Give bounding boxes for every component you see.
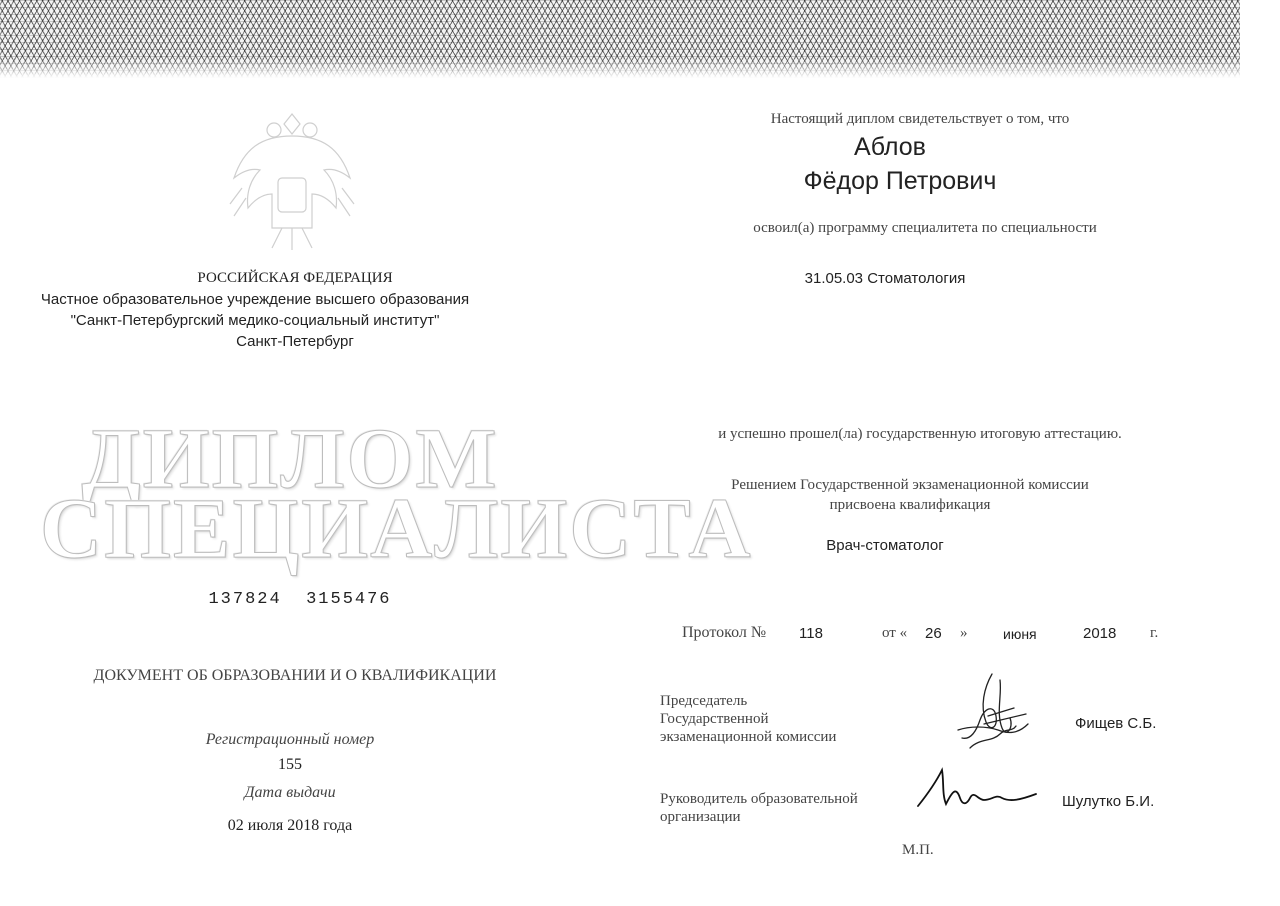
protocol-year: 2018 bbox=[1083, 625, 1117, 642]
registration-number: 155 bbox=[278, 756, 302, 773]
protocol-year-suffix: г. bbox=[1150, 625, 1159, 641]
specialty: 31.05.03 Стоматология bbox=[804, 270, 966, 287]
commission-decision-line2: присвоена квалификация bbox=[829, 497, 991, 513]
head-title-line1: Руководитель образовательной bbox=[660, 791, 858, 807]
head-signature bbox=[912, 764, 1042, 814]
registration-number-label: Регистрационный номер bbox=[205, 731, 375, 748]
diploma-title-line2: СПЕЦИАЛИСТА bbox=[40, 480, 753, 576]
chair-name: Фищев С.Б. bbox=[1075, 715, 1157, 732]
institution-type: Частное образовательное учреждение высшего образования bbox=[40, 291, 470, 308]
protocol-from: от « bbox=[882, 625, 908, 641]
head-title-line2: организации bbox=[660, 809, 741, 825]
chair-title-line3: экзаменационной комиссии bbox=[660, 729, 837, 745]
chair-title bbox=[660, 692, 836, 746]
protocol-month: июня bbox=[1003, 626, 1037, 642]
protocol-label: Протокол № bbox=[682, 624, 767, 641]
chair-signature bbox=[940, 668, 1040, 768]
head-title bbox=[660, 790, 858, 826]
chair-title-line2: Государственной bbox=[660, 711, 769, 727]
seal-place-label: М.П. bbox=[902, 842, 934, 858]
issue-date: 02 июля 2018 года bbox=[227, 817, 353, 834]
diploma-title-line1: ДИПЛОМ bbox=[81, 410, 499, 506]
diploma-intro: Настоящий диплом свидетельствует о том, что bbox=[770, 111, 1070, 127]
program-mastered-text: освоил(а) программу специалитета по специальности bbox=[753, 220, 1097, 236]
head-name: Шулутко Б.И. bbox=[1062, 793, 1155, 810]
issue-date-label: Дата выдачи bbox=[244, 784, 336, 801]
chair-title-line1: Председатель bbox=[660, 693, 748, 709]
security-pattern-fade bbox=[0, 58, 1240, 78]
coat-of-arms-emblem bbox=[222, 108, 362, 256]
institution-name: "Санкт-Петербургский медико-социальный институт" bbox=[70, 312, 440, 329]
diploma-serial-number: 137824 3155476 bbox=[208, 590, 392, 609]
graduate-surname: Аблов bbox=[854, 133, 926, 161]
document-type-label: ДОКУМЕНТ ОБ ОБРАЗОВАНИИ И О КВАЛИФИКАЦИИ bbox=[93, 667, 497, 684]
protocol-day: 26 bbox=[925, 625, 942, 642]
protocol-day-close: » bbox=[960, 625, 968, 641]
protocol-number: 118 bbox=[799, 625, 823, 642]
graduate-given-names: Фёдор Петрович bbox=[803, 167, 997, 195]
country-name: РОССИЙСКАЯ ФЕДЕРАЦИЯ bbox=[197, 270, 393, 286]
commission-decision-line1: Решением Государственной экзаменационной комиссии bbox=[731, 477, 1089, 493]
qualification: Врач-стоматолог bbox=[826, 537, 944, 554]
institution-city: Санкт-Петербург bbox=[236, 333, 354, 350]
attestation-text: и успешно прошел(ла) государственную итоговую аттестацию. bbox=[718, 426, 1122, 442]
